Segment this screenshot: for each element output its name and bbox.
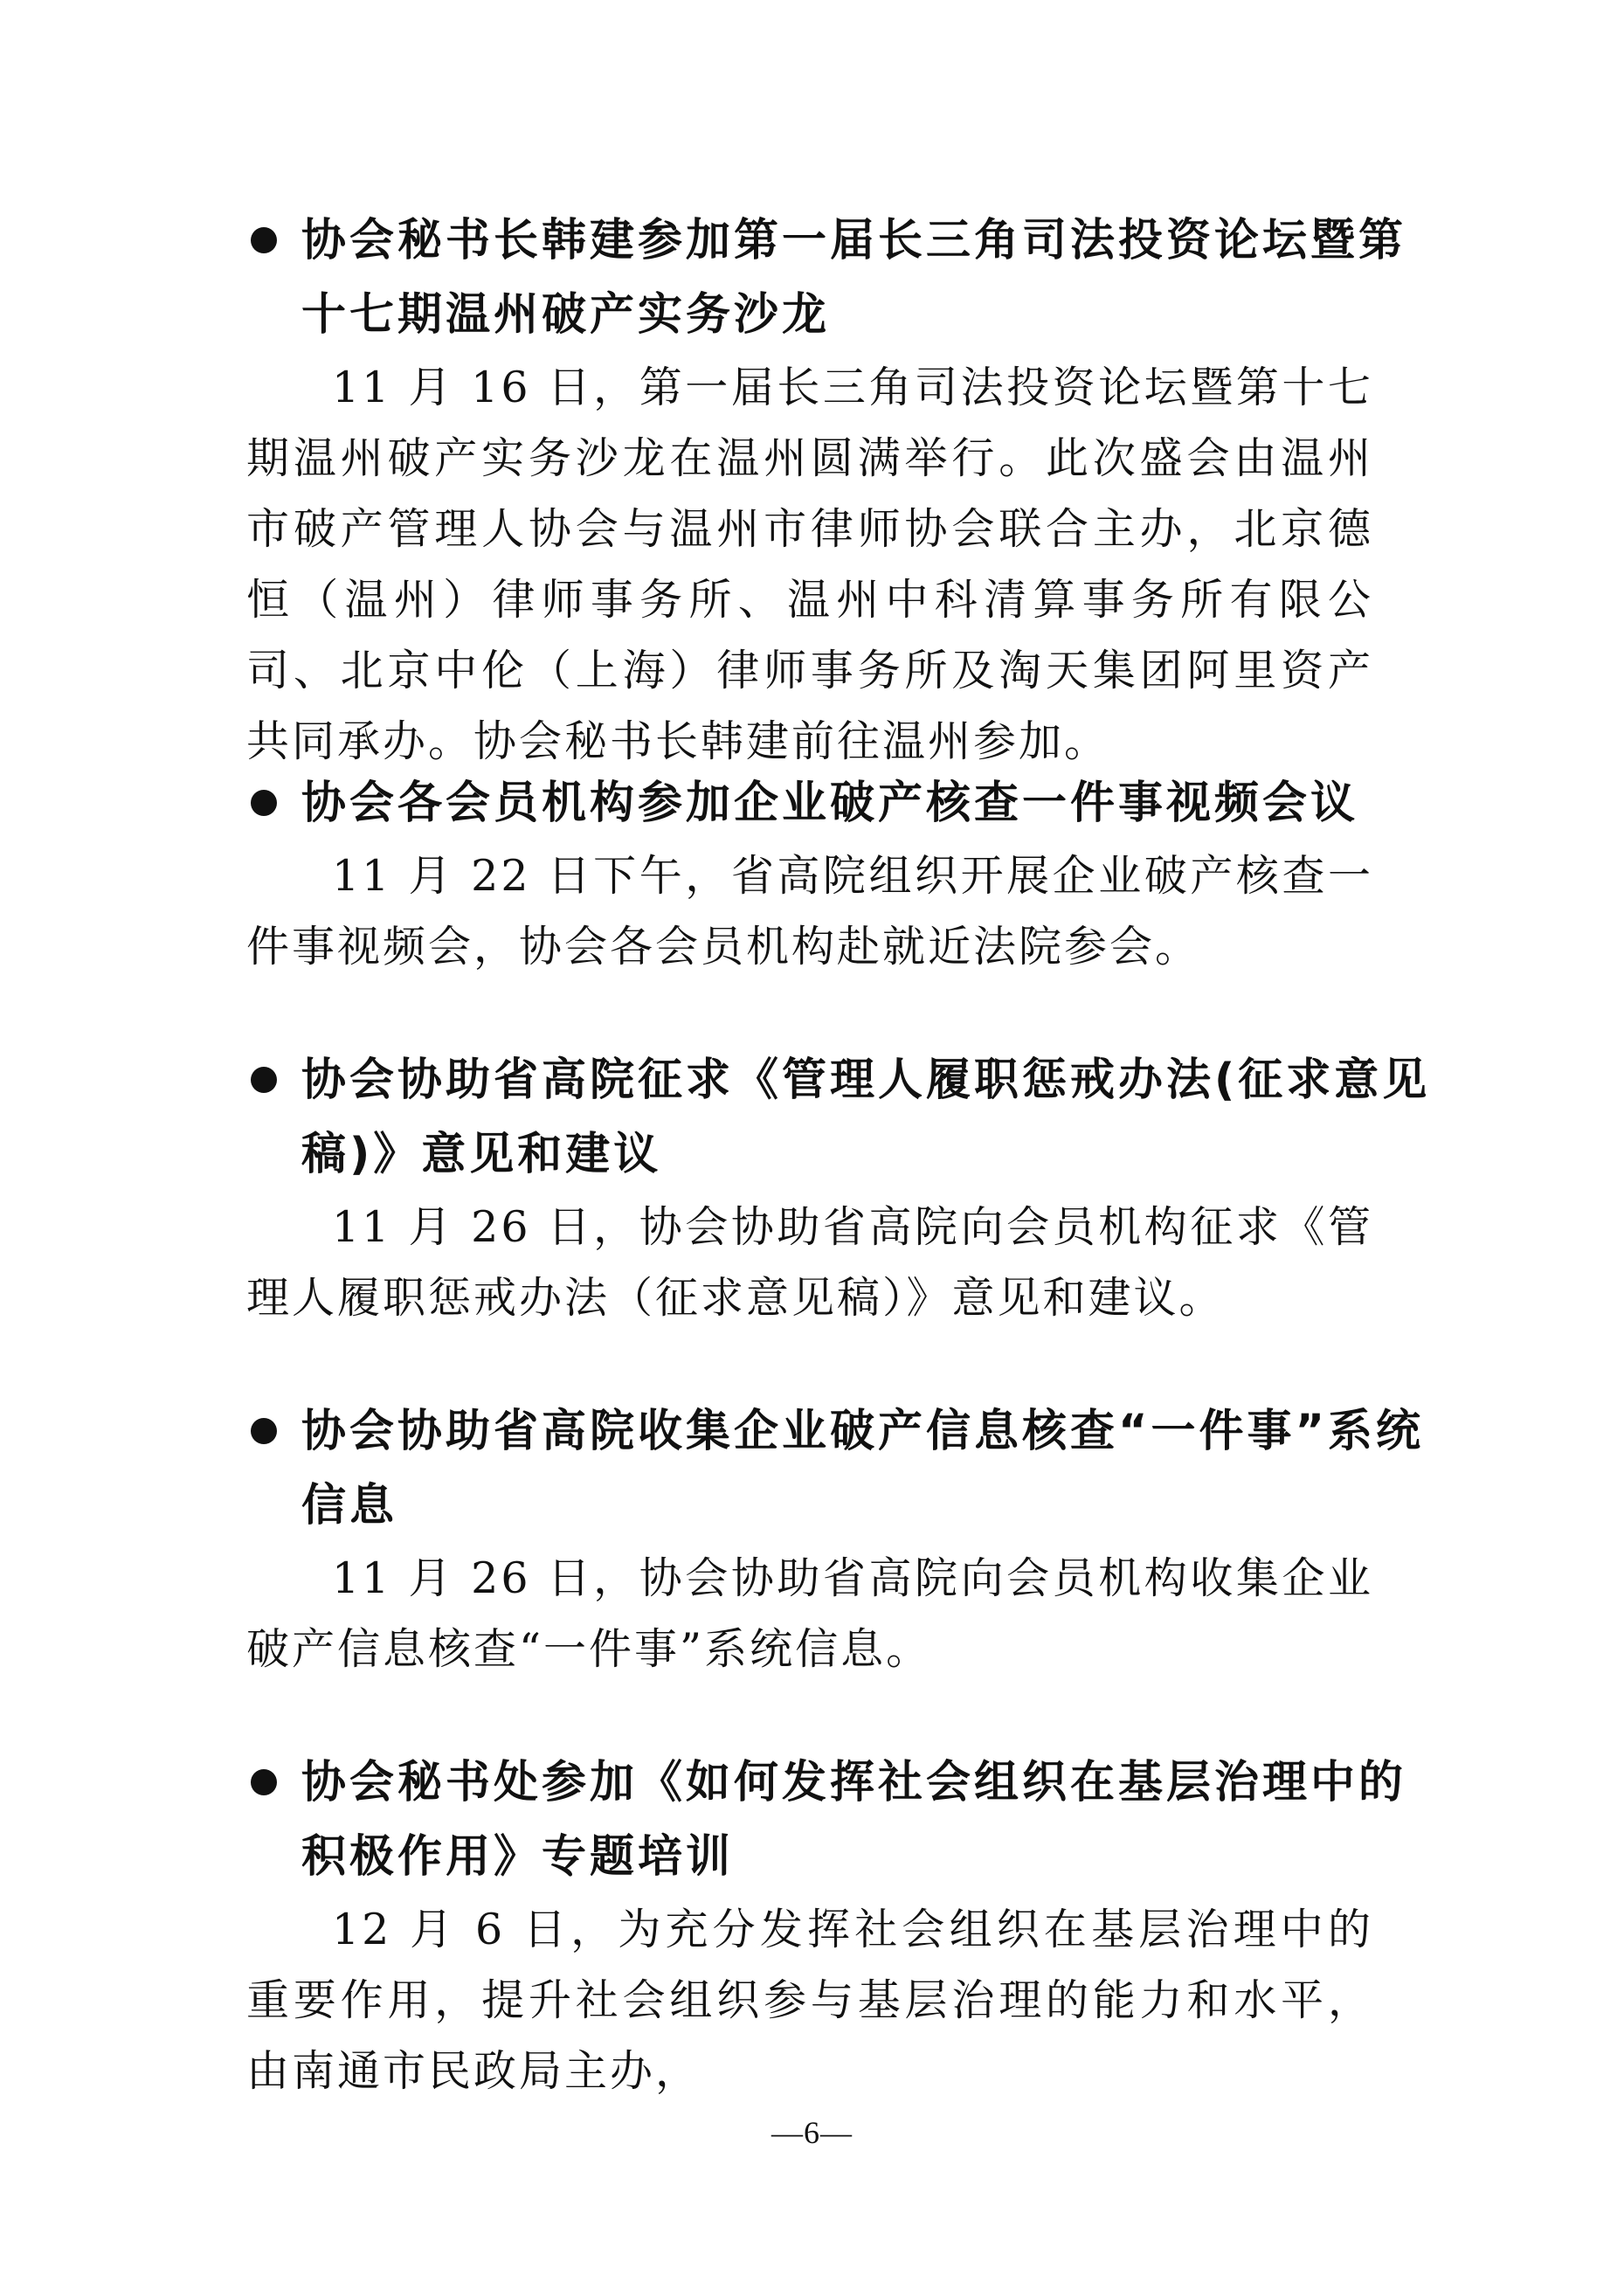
bullet-icon [251,227,277,253]
news-item [0,1746,1624,2106]
item-body: 11 月 26 日，协会协助省高院向会员机构征求《管理人履职惩戒办法（征求意见稿）》意见和建议。 [246,1202,1373,1323]
item-heading [301,766,1437,840]
bullet-icon [251,1769,277,1795]
item-heading-text: 协会各会员机构参加企业破产核查一件事视频会议 [301,778,1359,829]
bullet-icon [251,790,277,816]
item-heading-text: 协会协助省高院收集企业破产信息核查“一件事”系统信息 [301,1406,1425,1532]
news-item [0,204,1624,777]
news-item [0,766,1624,982]
bullet-icon [251,1418,277,1444]
item-body: 12 月 6 日，为充分发挥社会组织在基层治理中的重要作用，提升社会组织参与基层治理的能力和水平，由南通市民政局主办， [246,1905,1373,2096]
bullet-icon [251,1067,277,1093]
item-heading [301,204,1437,352]
item-heading [301,1394,1437,1543]
news-item [0,1394,1624,1684]
item-heading-text: 协会协助省高院征求《管理人履职惩戒办法(征求意见稿)》意见和建议 [301,1055,1431,1180]
item-heading-text: 协会秘书处参加《如何发挥社会组织在基层治理中的积极作用》专题培训 [301,1757,1407,1883]
item-body: 11 月 22 日下午，省高院组织开展企业破产核查一件事视频会，协会各会员机构赴就近法院参会。 [246,851,1373,972]
item-body: 11 月 26 日，协会协助省高院向会员机构收集企业破产信息核查“一件事”系统信息。 [246,1553,1373,1674]
item-heading-text: 协会秘书长韩建参加第一届长三角司法投资论坛暨第十七期温州破产实务沙龙 [301,215,1407,341]
item-body: 11 月 16 日，第一届长三角司法投资论坛暨第十七期温州破产实务沙龙在温州圆满举行。此次盛会由温州市破产管理人协会与温州市律师协会联合主办，北京德恒（温州）律师事务所、温州中科清算事务所有限公司、北京中伦（上海）律师事务所及淘天集团阿里资产共同承办。协会秘书长韩建前往温州参加。 [246,363,1373,766]
page-number: —6— [771,2115,853,2150]
item-heading [301,1043,1437,1192]
item-heading [301,1746,1437,1894]
news-item [0,1043,1624,1333]
